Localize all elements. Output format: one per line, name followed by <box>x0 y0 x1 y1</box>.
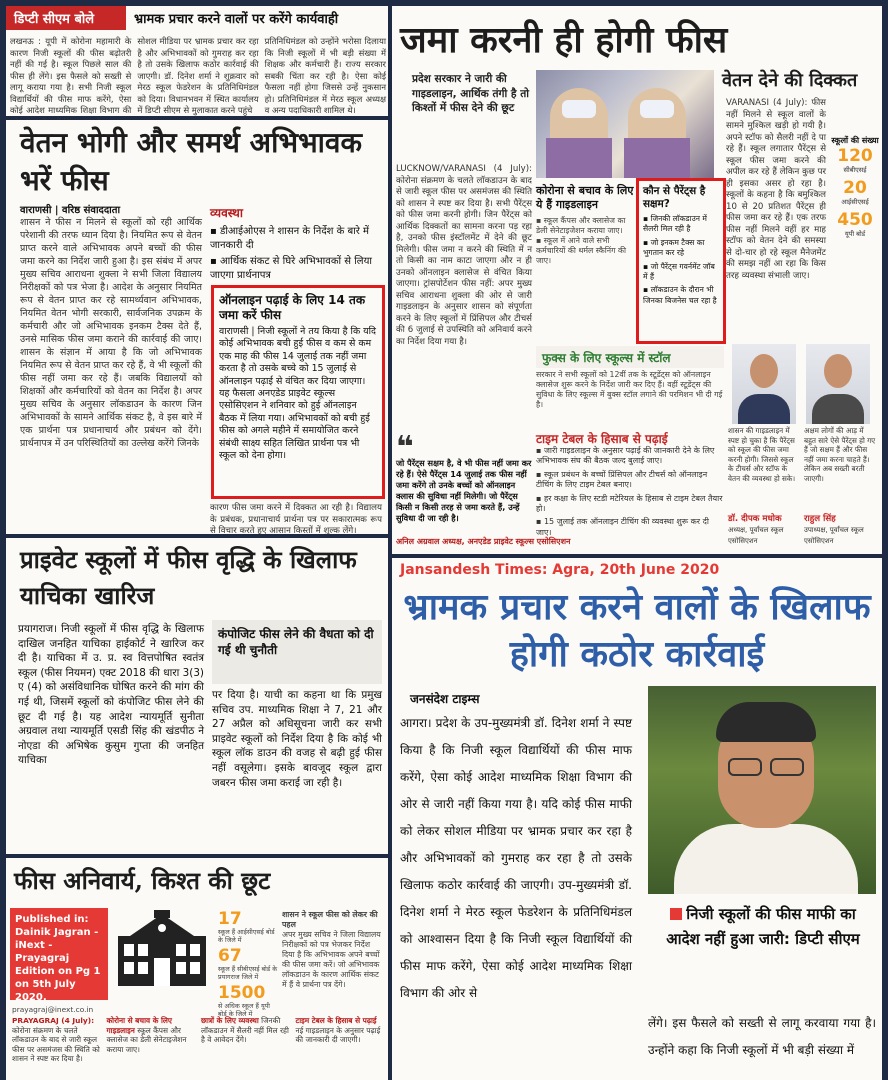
lower-column-title: छात्रों के लिए व्यवस्था <box>201 1016 259 1025</box>
person-name: राहुल सिंह <box>804 514 836 524</box>
portrait-face <box>824 354 852 388</box>
lower-columns <box>12 1016 384 1078</box>
pull-quote <box>396 430 532 534</box>
article-body-continued: कारण फीस जमा करने में दिक्कत आ रही है। विद्यालय के प्रबंधक, प्रधानाचार्य प्रार्थना पत्र पर सकारात्मक रूप से विचार करते हुए आसान किस्तों में शुल्क लेंगे। <box>210 503 382 536</box>
person-name: डॉ. दीपक मधोक <box>728 514 782 524</box>
inset-text: कंपोजिट फीस लेने की वैधता को दी गई थी चुनौती <box>218 627 374 657</box>
bullet-text: आर्थिक संकट से घिरे अभिभावकों से लिया जाएगा प्रार्थनापत्र <box>210 256 372 281</box>
clipping-headline: जमा करनी ही होगी फीस <box>400 19 728 61</box>
lower-column-title: PRAYAGRAJ (4 July): <box>12 1016 95 1025</box>
photo-shirt <box>674 824 858 894</box>
count-board: सीबीएसई <box>843 166 867 174</box>
clipping-headline: फीस अनिवार्य, किश्त की छूट <box>14 866 271 895</box>
bullet-text: डीआईओएस ने शासन के निर्देश के बारे में जानकारी दी <box>210 226 370 251</box>
uniform <box>546 138 612 178</box>
students-photo <box>536 70 714 178</box>
box-item: ▪ जिनकी लॉकडाउन में सैलरी मिल रही है <box>643 214 707 234</box>
list-item: ▪ हर कक्षा के लिए स्टडी मटेरियल के हिसाब से टाइम टेबल तैयार हो। <box>536 493 723 514</box>
book-stall-heading: फुक्स के लिए स्कूल्स में स्टॉल <box>536 346 724 368</box>
inset-box <box>212 620 382 684</box>
portrait-photo <box>732 344 796 424</box>
photo-hair <box>716 702 816 742</box>
clipping-headline: भ्रामक प्रचार करने वालों के खिलाफ होगी कठोर कार्रवाई <box>403 586 871 675</box>
column-text: प्रतिनिधिमंडल को उन्होंने भरोसा दिलाया कि निजी स्कूलों में भी बड़ी संख्या में शिक्षक और कर्मचारी हैं। राज्य सरकार सबकी चिंता कर रही है। ऐसा कोई फैसला नहीं होगा जिससे उन्हें नुकसान हो। प्रतिनिधिमंडल में मेरठ स्कूल अध्यक्ष व अन्य पदाधिकारी शामिल थे। <box>264 36 386 115</box>
portrait-suit <box>812 394 864 424</box>
portrait-quote: अक्षम लोगों की आड़ में बहुत सारे ऐसे पैरेंट्स हो गए हैं जो सक्षम हैं और फीस नहीं जमा करना चाहते हैं। लेकिन अब सख्ती बरती जाएगी। <box>804 426 876 483</box>
face-mask <box>640 100 674 118</box>
deputy-cm-photo <box>648 686 876 894</box>
stat-value: 1500 <box>218 983 266 1003</box>
published-note: Published in: Dainik Jagran - iNext - Prayagraj Edition on Pg 1 on 5th July 2020. <box>10 908 108 1000</box>
article-body <box>18 622 204 847</box>
quote-mark-icon: ❝ <box>396 430 414 465</box>
clipping-fees-must-be-paid <box>392 6 882 554</box>
clipping-headline: भ्रामक प्रचार करने वालों पर करेंगे कार्यवाही <box>134 12 339 27</box>
list-item: ▪ स्कूल प्रबंधन के बच्चों प्रिंसिपल और टीचर्स को ऑनलाइन टीचिंग के लिए टाइम टेबल बनाए। <box>536 469 708 490</box>
count-value: 20 <box>843 178 867 198</box>
list-item-text: 15 जुलाई तक ऑनलाइन टीचिंग की व्यवस्था शुरू कर दी जाए। <box>536 517 709 537</box>
box-title: ऑनलाइन पढ़ाई के लिए 14 तक जमा करें फीस <box>219 293 366 322</box>
school-building-icon <box>114 910 210 990</box>
book-stall-text: सरकार ने सभी स्कूलों को 12वीं तक के स्टूडेंट्स को ऑनलाइन क्लासेज शुरू करने के निर्देश जारी कर दिए हैं। वहीं स्टूडेंट्स की सुविधा के लिए स्कूल्स में बुक्स स्टॉल लगाने की परमिशन भी दी गई है। <box>536 370 723 409</box>
list-item-text: स्कूल प्रबंधन के बच्चों प्रिंसिपल और टीचर्स को ऑनलाइन टीचिंग के लिए टाइम टेबल बनाए। <box>536 469 708 490</box>
lower-column-title: टाइम टेबल के हिसाब से पढ़ाई <box>295 1016 377 1025</box>
article-text: आगरा। प्रदेश के उप-मुख्यमंत्री डॉ. दिनेश शर्मा ने स्पष्ट किया है कि निजी स्कूल विद्यार्थियों की फीस माफ करेंगे, ऐसा कोई आदेश माध्यमिक शिक्षा विभाग की ओर से जारी नहीं किया गया है। यदि कोई फीस माफी को लेकर सोशल मीडिया पर भ्रामक प्रचार कर रहा है और अभिभावकों को गुमराह कर रहा है तो उसके खिलाफ कठोर कार्रवाई की जाएगी। उप-मुख्यमंत्री डॉ. दिनेश शर्मा ने मेरठ स्कूल फेडरेशन के प्रतिनिधिमंडल को आश्वासन दिया है कि निजी स्कूल विद्यार्थियों की फीस माफ करेंगे, ऐसा कोई आदेश माध्यमिक शिक्षा विभाग की ओर से <box>400 716 632 1000</box>
uniform <box>624 138 690 178</box>
side-headline: वेतन देने की दिक्कत <box>722 70 858 91</box>
list-item: ▪ जारी गाइडलाइन के अनुसार पढ़ाई की जानकारी देने के लिए अभिभावक संघ की बैठक जल्द बुलाई जाए। <box>536 446 715 466</box>
timetable-heading: टाइम टेबल के हिसाब से पढ़ाई <box>536 432 668 446</box>
highlight-box <box>211 285 385 499</box>
article-body <box>400 710 632 1080</box>
person-role: उपाध्यक्ष, पूर्वांचल स्कूल एसोसिएशन <box>804 526 864 545</box>
column-text: लखनऊ : यूपी में कोरोना महामारी के कारण निजी स्कूलों की फीस बढ़ोतरी नहीं की गई है। स्कूल पिछले साल की फीस ही लेंगे। इस फैसले को सख्ती से लागू कराया गया है। सभी निजी स्कूल विद्यार्थियों की फीस माफ करेंगे, ऐसा कोई आदेश माध्यमिक शिक्षा विभाग की <box>10 36 132 115</box>
bullet-item: ▪ डीआईओएस ने शासन के निर्देश के बारे में जानकारी दी <box>210 226 370 251</box>
clipping-petition-dismissed <box>6 538 388 854</box>
glasses-lens <box>728 758 762 776</box>
lower-column <box>12 1016 101 1078</box>
agency-name: जनसंदेश टाइम्स <box>410 692 480 706</box>
portrait-quote: शासन की गाइडलाइन में स्पष्ट हो चुका है कि पैरेंट्स को स्कूल की फीस जमा करनी होगी। जिससे स्कूल के टीचर्स और स्टॉफ के वेतन की व्यवस्था हो सके। <box>728 426 796 483</box>
school-count-column <box>830 136 880 242</box>
portrait-name <box>804 514 880 547</box>
portrait-suit <box>738 394 790 424</box>
portrait-face <box>750 354 778 388</box>
lower-column-text: स्कूल कैंपस और क्लासेज का डेली सेनेटाइजेशन कराया जाए। <box>106 1025 187 1054</box>
lower-column <box>296 1016 385 1078</box>
count-board: यूपी बोर्ड <box>844 230 866 238</box>
guideline-text: स्कूल कैंपस और क्लासेज का डेली सेनेटाइजेशन कराया जाए। <box>536 216 626 235</box>
clipping-strict-action <box>392 558 882 1080</box>
article-body-continued <box>212 688 382 848</box>
box-item-text: लॉकडाउन के दौरान भी जिनका बिजनेस चल रहा है <box>643 285 717 305</box>
glasses-lens <box>770 758 804 776</box>
column-heading: शासन ने स्कूल फीस को लेकर की पहल <box>282 910 378 929</box>
article-body: शासन ने फीस न मिलने से स्कूलों को रही आर्थिक परेशानी की तरफ ध्यान दिया है। नियमित रूप से वेतन प्राप्त करने वाले अभिभावक अपने बच्चों की फीस जमा करने का निर्देश जारी हुआ है। इस संबंध में अपर मुख्य सचिव आराधना शुक्ला ने सभी जिला विद्यालय निरीक्षकों को पत्र भेजा है। आदेश के अनुसार नियमित रूप से वेतन प्राप्त कर रहे सामर्थ्यवान अभिभावक, नियमित वेतन भोगी सरकारी, सार्वजनिक उपक्रम के कर्मचारी और जो अभिभावक इनकम टैक्स देते हैं, उनसे मासिक फीस जमा कराने की कार्रवाई की जाए। शासन के संज्ञान में आया है कि जो अभिभावक नियमित रूप से वेतन प्राप्त कर रहे हैं, वे भी स्कूलों की फीस नहीं जमा कर रहे हैं। जबकि विद्यालयों को शिक्षकों और कर्मचारियों को वेतन का निर्देश है। अपर मुख्य सचिव के अनुसार लॉकडाउन के कारण जिन अभिभावकों के सामने आर्थिक संकट है, वे इस बारे में एक प्रार्थना पत्र प्रधानाचार्य और प्रबंधन को देंगे। प्रार्थनापत्र में उन परिस्थितियों का उल्लेख करेंगे जिनके <box>20 217 202 449</box>
portrait-photo <box>806 344 870 424</box>
stat-value: 17 <box>218 909 242 929</box>
lower-column-text: जिनकी लॉकडाउन में सैलरी नहीं मिल रही है वे आवेदन देंगे। <box>201 1016 289 1045</box>
quote-author: अनिल अग्रवाल अध्यक्ष, अनएडेड प्राइवेट स्कूल्स एसोसिएशन <box>396 537 571 546</box>
count-label: स्कूलों की संख्या <box>831 136 879 145</box>
list-item-text: जारी गाइडलाइन के अनुसार पढ़ाई की जानकारी देने के लिए अभिभावक संघ की बैठक जल्द बुलाई जाए। <box>536 446 715 466</box>
guideline-panel <box>536 184 636 304</box>
portrait-name <box>728 514 804 547</box>
panel-heading: कोरोना से बचाव के लिए ये हैं गाइडलाइन <box>536 184 634 211</box>
box-title: कौन से पैरेंट्स है सक्षम? <box>643 185 706 210</box>
face-mask <box>562 100 596 118</box>
article-text: प्रयागराज। निजी स्कूलों में फीस वृद्धि के खिलाफ दाखिल जनहित याचिका हाईकोर्ट ने खारिज कर दी है। याचिका में उ. प्र. स्व वित्तपोषित स्वतंत्र स्कूल (फीस नियमन) एक्ट 2018 की धारा 3(3) ए (4) को असंविधानिक घोषित करने की मांग की गई थी, जिसमें स्कूलों को कंपोजिट फीस लेने की छूट दी गई है। यह आदेश न्यायमूर्ति सुनीता अग्रवाल तथा न्यायमूर्ति एसडी सिंह की खंडपीठ ने नोएडा की अभिषेक कुसुम गुप्ता की जनहित याचिका <box>18 623 204 767</box>
box-item-text: जो इनकम टैक्स का भुगतान कर रहे <box>643 237 705 258</box>
stat-value: 67 <box>218 946 242 966</box>
bullet-item: ▪ आर्थिक संकट से घिरे अभिभावकों से लिया जाएगा प्रार्थनापत्र <box>210 256 372 281</box>
box-item-text: जो पैरेंट्स गवर्नमेंट जॉब में हैं <box>643 261 715 282</box>
clipping-deputy-cm-brief <box>6 6 388 116</box>
lower-column-text: नई गाइडलाइन के अनुसार पढ़ाई की जानकारी दी जाएगी। <box>295 1025 381 1045</box>
source-line: Jansandesh Times: Agra, 20th June 2020 <box>400 562 720 578</box>
timetable-list <box>536 446 724 550</box>
stat-label: स्कूल हैं आईसीएसई बोर्ड के जिले में <box>218 928 275 944</box>
box-item: ▪ लॉकडाउन के दौरान भी जिनका बिजनेस चल रहा है <box>643 285 717 305</box>
article-body-continued <box>648 1010 876 1064</box>
quote-text: जो पैरेंट्स सक्षम है, वे भी फीस नहीं जमा कर रहे हैं। ऐसे पैरेंट्स 14 जुलाई तक फीस नहीं जमा करेंगे तो उनके बच्चों को ऑनलाइन क्लास की सुविधा नहीं मिलेगी। जो पैरेंट्स किसी न किसी तरह से जमा करते हैं, उन्हें सुविधा दी जा रही है। <box>396 458 532 523</box>
list-item: ▪ 15 जुलाई तक ऑनलाइन टीचिंग की व्यवस्था शुरू कर दी जाए। <box>536 517 709 537</box>
list-item-text: हर कक्षा के लिए स्टडी मटेरियल के हिसाब से टाइम टेबल तैयार हो। <box>536 493 723 514</box>
person-role: अध्यक्ष, पूर्वांचल स्कूल एसोसिएशन <box>728 526 784 545</box>
box-text: वाराणसी | निजी स्कूलों ने तय किया है कि यदि कोई अभिभावक बची हुई फीस व कम से कम एक माह की फीस 14 जुलाई तक नहीं जमा करता है तो उसके बच्चे को 15 जुलाई से ऑनलाइन पढ़ाई से वंचित कर दिया जाएगा। यह फैसला अनएडेड प्राइवेट स्कूल्स एसोसिएशन ने शनिवार को हुई ऑनलाइन बैठक में लिया गया। अभिभावकों को बची हुई फीस को अगले महीने में समायोजित करने संबंधी साक्ष्य सहित लिखित प्रार्थना पत्र भी स्कूल को देना होगा। <box>219 326 377 462</box>
lower-column-text: कोरोना संक्रमण के चलते लॉकडाउन के बाद से जारी स्कूल फीस पर असमंजस की स्थिति को शासन ने स्पष्ट कर दिया है। <box>12 1025 100 1064</box>
guideline-text: स्कूल में आने वाले सभी कर्मचारियों की थर्मल स्कैनिंग की जाए। <box>536 236 626 265</box>
clipping-headline: प्राइवेट स्कूलों में फीस वृद्धि के खिलाफ याचिका खारिज <box>20 545 357 610</box>
lower-column <box>107 1016 196 1078</box>
sub-headline: प्रदेश सरकार ने जारी की गाइडलाइन, आर्थिक तंगी है तो किश्तों में फीस देने की छूट <box>412 73 529 115</box>
clipping-headline: वेतन भोगी और समर्थ अभिभावक भरें फीस <box>20 126 363 197</box>
article-text: पर दिया है। याची का कहना था कि प्रमुख सचिव उप. माध्यमिक शिक्षा ने 7, 21 और 27 अप्रैल को अधिसूचना जारी कर सभी प्राइवेट स्कूलों को निर्देश दिया है कि कोई भी स्कूल लॉक डाउन की वजह से बढ़ी हुई फीस नहीं वसूलेगा। इसके बावजूद स्कूल द्वारा जबरन फीस जमा कराई जा रही है। <box>212 689 382 789</box>
initiative-column <box>282 910 384 1010</box>
stats-column <box>218 910 278 1021</box>
article-text: लेंगे। इस फैसले को सख्ती से लागू करवाया गया है। उन्होंने कहा कि निजी स्कूलों में भी बड़ी संख्या में <box>648 1016 876 1057</box>
lower-column-title: कोरोना से बचाव के लिए गाइडलाइन <box>106 1016 172 1035</box>
caption-text: निजी स्कूलों की फीस माफी का आदेश नहीं हुआ जारी: डिप्टी सीएम <box>666 905 860 948</box>
stat-label: स्कूल हैं सीबीएसई बोर्ड के प्रयागराज जिले में <box>218 965 278 981</box>
bullet-square-icon <box>670 908 682 920</box>
article-body: LUCKNOW/VARANASI (4 July): कोरोना संक्रमण के चलते लॉकडाउन के बाद से जारी स्कूल फीस पर असमंजस की स्थिति को शासन ने स्पष्ट कर दिया है। सभी पैरेंट्स को फीस जमा करनी होगी। जिन पैरेंट्स को आर्थिक दिक्कतों का सामना करना पड़ रहा है, उनको फीस इंस्टॉलमेंट में देने की छूट मिलेगी। फीस जमा न करने की स्थिति में न तो किसी का नाम काटा जाएगा और न ही उनको ऑनलाइन क्लासेज से वंचित किया जाएगा। ट्रांसपोर्टेशन फीस नहीं: अपर मुख्य सचिव आराधना शुक्ला की ओर से जारी गाइडलाइन के अनुसार शासन को संपूर्णता करने के लिए स्कूलों में प्रिंसिपल और टीचर्स की 6 जुलाई से उपस्थिति को अनिवार्य करने का निर्देश दिया गया है। <box>396 164 532 347</box>
box-item: ▪ जो इनकम टैक्स का भुगतान कर रहे <box>643 237 705 258</box>
clipping-tag: डिप्टी सीएम बोले <box>6 6 126 30</box>
column-text: अपर मुख्य सचिव ने जिला विद्यालय निरीक्षकों को पत्र भेजकर निर्देश दिया है कि अभिभावक अपने बच्चों की फीस जमा करें। जो अभिभावक लॉकडाउन के कारण आर्थिक संकट में हैं वे प्रार्थना पत्र देंगे। <box>282 930 381 989</box>
photo-caption <box>654 902 872 952</box>
count-value: 450 <box>837 210 873 230</box>
arrangement-panel <box>210 204 382 285</box>
stat-label: से अधिक स्कूल हैं यूपी बोर्ड के जिले में <box>218 1002 270 1018</box>
box-item-text: जिनकी लॉकडाउन में सैलरी मिल रही है <box>643 214 707 234</box>
side-article-body: VARANASI (4 July): फीस नहीं मिलने से स्कूल वालों के सामने मुश्किल खड़ी हो गयी है। अपने स्टॉफ को सैलरी नहीं दे पा रहे हैं। स्कूल लगातार पैरेंट्स से स्कूल फीस जमा करने की अपील कर रहे हैं लेकिन कुछ पर ही इसका असर हो रहा है। स्कूलों के कहना है कि बमुश्किल 10 से 20 प्रतिशत पैरेंट्स ही फीस जमा कर रहे हैं। एक तरफ फीस नहीं मिलने वहीं हर माह स्टॉफ को वेतन देने की समस्या से दो-चार हो रहे स्कूल मैनेजमेंट की समझ नहीं आ रहा कि किस तरह व्यवस्था संभाली जाए। <box>726 98 826 281</box>
lower-column <box>201 1016 290 1078</box>
email-address: prayagraj@inext.co.in <box>12 1005 94 1014</box>
guideline-item: ▪ स्कूल कैंपस और क्लासेज का डेली सेनेटाइजेशन कराया जाए। <box>536 216 626 235</box>
count-value: 120 <box>837 146 873 166</box>
guideline-item: ▪ स्कूल में आने वाले सभी कर्मचारियों की थर्मल स्कैनिंग की जाए। <box>536 236 626 265</box>
clipping-fees-mandatory <box>6 858 388 1080</box>
section-label: व्यवस्था <box>210 206 243 220</box>
byline: वाराणसी | वरिष्ठ संवाददाता <box>20 205 121 216</box>
count-board: आईसीएसई <box>841 198 869 206</box>
clipping-columns <box>10 36 386 128</box>
box-item: ▪ जो पैरेंट्स गवर्नमेंट जॉब में हैं <box>643 261 715 282</box>
column-text: सोशल मीडिया पर भ्रामक प्रचार कर रहा है और अभिभावकों को गुमराह कर रहा है तो उसके खिलाफ कठोर कार्रवाई की जाएगी। डॉ. दिनेश शर्मा ने शुक्रवार को मेरठ स्कूल फेडरेशन के प्रतिनिधिमंडल को दिया। विधानभवन में स्थित कार्यालय में डिप्टी सीएम से मुलाकात करने पहुंचे <box>137 36 259 115</box>
clipping-salaried-parents <box>6 120 388 534</box>
capable-parents-box <box>636 178 726 344</box>
